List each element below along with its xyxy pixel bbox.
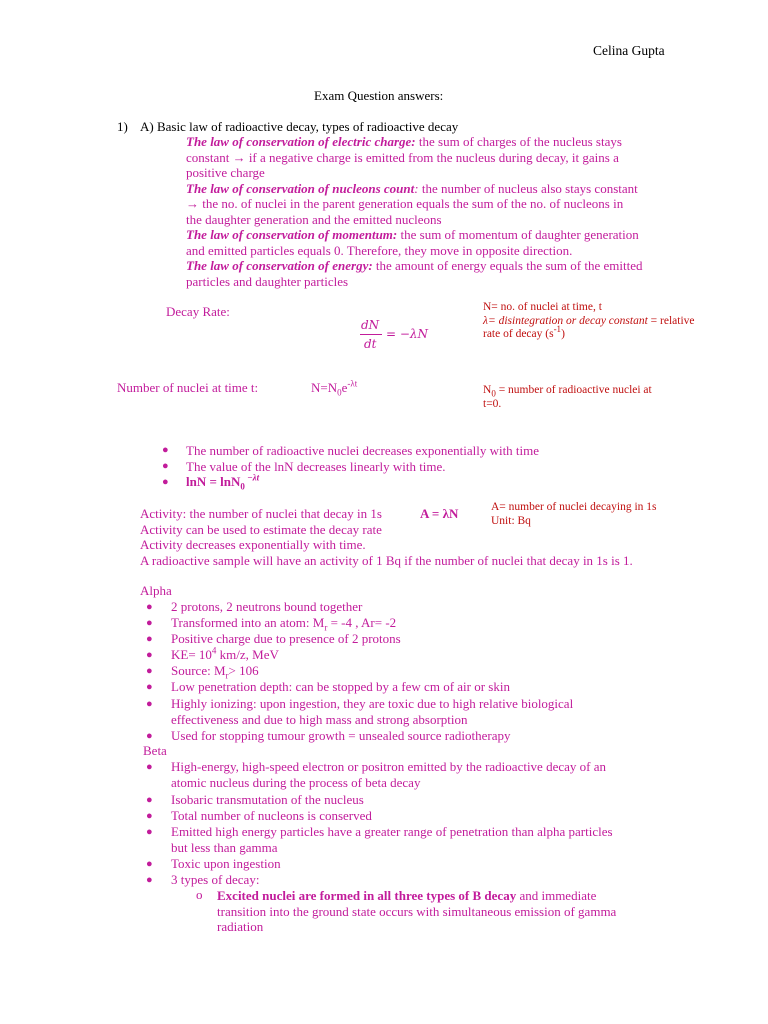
list-item: Used for stopping tumour growth = unsealed source radiotherapy bbox=[171, 728, 511, 743]
law-nucleons-line1: The law of conservation of nucleons count: the number of nucleus also stays constant bbox=[186, 180, 638, 196]
alpha-heading: Alpha bbox=[140, 583, 172, 598]
list-item: Transformed into an atom: $M_r = -4$ , Ar= -2 bbox=[171, 615, 397, 633]
sub-list-item-continuation: radiation bbox=[217, 919, 264, 934]
law-energy-line2: particles and daughter particles bbox=[186, 273, 349, 289]
list-item: 2 protons, 2 neutrons bound together bbox=[171, 599, 363, 614]
law-nucleons-line2: → the no. of nuclei in the parent generation equals the sum of the no. of nucleons in bbox=[186, 196, 624, 211]
bullet-icon: ● bbox=[146, 874, 153, 886]
bullet-icon: ● bbox=[162, 460, 169, 472]
nuclei-note-line2: t=0. bbox=[483, 398, 502, 410]
decay-rate-denominator: dt bbox=[364, 337, 377, 351]
law-nucleons-line3: the daughter generation and the emitted nucleons bbox=[186, 211, 442, 227]
bullet-icon: ● bbox=[146, 794, 153, 806]
decay-note-lambda: λ= disintegration or decay constant = relative bbox=[483, 315, 695, 327]
question-heading: A) Basic law of radioactive decay, types of radioactive decay bbox=[140, 119, 459, 134]
bullet-icon: ● bbox=[146, 601, 153, 613]
bullet-icon: ● bbox=[146, 698, 153, 710]
nuclei-time-formula: $N=N_0e^{-\lambda t}$ bbox=[311, 378, 358, 398]
list-item: Source: $M_r> 106$ bbox=[171, 663, 259, 681]
sub-list-item: Excited nuclei are formed in all three types of B decay and immediate bbox=[217, 888, 597, 903]
decay-rate-label: Decay Rate: bbox=[166, 304, 230, 319]
list-item: Isobaric transmutation of the nucleus bbox=[171, 792, 364, 807]
list-item: 3 types of decay: bbox=[171, 872, 260, 887]
ln-formula: lnN = lnN$_0$ $^{-\lambda t}$ bbox=[186, 472, 260, 492]
list-item: $KE= 10^4$ km/z, MeV bbox=[171, 645, 279, 662]
question-number: 1) bbox=[117, 119, 128, 134]
bullet-icon: ● bbox=[146, 761, 153, 773]
activity-line4: A radioactive sample will have an activity of 1 Bq if the number of nuclei that decay in 1s is 1. bbox=[140, 552, 633, 568]
list-item-continuation: effectiveness and due to high mass and strong absorption bbox=[171, 711, 468, 727]
decay-rate-rhs: = −λN bbox=[386, 327, 429, 341]
bullet-icon: ● bbox=[146, 617, 153, 629]
bullet-icon: ● bbox=[162, 476, 169, 488]
list-item: Low penetration depth: can be stopped by a few cm of air or skin bbox=[171, 679, 510, 694]
list-item: Highly ionizing: upon ingestion, they are toxic due to high relative biological bbox=[171, 696, 574, 711]
law-energy-line1: The law of conservation of energy: the amount of energy equals the sum of the emitted bbox=[186, 258, 643, 273]
activity-note1: A= number of nuclei decaying in 1s bbox=[491, 501, 657, 513]
nuclei-time-label: Number of nuclei at time t: bbox=[117, 380, 259, 395]
activity-definition: Activity: the number of nuclei that decay in 1s bbox=[140, 506, 382, 521]
list-item: Emitted high energy particles have a greater range of penetration than alpha particles bbox=[171, 824, 613, 839]
list-item: Positive charge due to presence of 2 protons bbox=[171, 631, 401, 646]
sub-bullet-marker: o bbox=[196, 887, 203, 902]
list-item-continuation: but less than gamma bbox=[171, 839, 278, 855]
bullet-icon: ● bbox=[146, 858, 153, 870]
activity-note2: Unit: Bq bbox=[491, 515, 531, 527]
bullet-icon: ● bbox=[146, 649, 153, 661]
nuclei-note-line1: $N_0$ = number of radioactive nuclei at bbox=[483, 384, 652, 399]
sub-list-item-continuation: transition into the ground state occurs with simultaneous emission of gamma bbox=[217, 903, 617, 919]
bullet-icon: ● bbox=[146, 665, 153, 677]
list-item: High-energy, high-speed electron or positron emitted by the radioactive decay of an bbox=[171, 759, 606, 774]
activity-formula: A = λN bbox=[420, 506, 459, 521]
beta-heading: Beta bbox=[143, 743, 167, 758]
list-item-continuation: atomic nucleus during the process of beta decay bbox=[171, 774, 421, 790]
bullet-icon: ● bbox=[146, 633, 153, 645]
bullet-icon: ● bbox=[146, 730, 153, 742]
bullet-icon: ● bbox=[162, 444, 169, 456]
law-charge-line1: The law of conservation of electric charge: the sum of charges of the nucleus stays bbox=[186, 134, 622, 149]
activity-line3: Activity decreases exponentially with time. bbox=[140, 537, 366, 552]
list-item: Total number of nucleons is conserved bbox=[171, 808, 372, 823]
author-name: Celina Gupta bbox=[593, 43, 665, 58]
decay-note-rate: rate of decay $(s^{-1})$ bbox=[483, 324, 565, 340]
bullet-icon: ● bbox=[146, 826, 153, 838]
decay-rate-numerator: dN bbox=[361, 318, 380, 332]
bullet-icon: ● bbox=[146, 681, 153, 693]
law-charge-line3: positive charge bbox=[186, 165, 265, 180]
law-momentum-line2: and emitted particles equals 0. Therefore, they move in opposite direction. bbox=[186, 242, 573, 258]
list-item: Toxic upon ingestion bbox=[171, 856, 281, 871]
bullet-icon: ● bbox=[146, 810, 153, 822]
law-momentum-line1: The law of conservation of momentum: the sum of momentum of daughter generation bbox=[186, 227, 639, 242]
decay-note-n: N= no. of nuclei at time, t bbox=[483, 301, 602, 313]
activity-line2: Activity can be used to estimate the decay rate bbox=[140, 521, 382, 537]
list-item: The number of radioactive nuclei decreases exponentially with time bbox=[186, 443, 540, 458]
law-charge-line2: constant → if a negative charge is emitted from the nucleus during decay, it gains a bbox=[186, 149, 619, 165]
page-title: Exam Question answers: bbox=[314, 88, 444, 103]
fraction-bar bbox=[360, 334, 382, 335]
list-item: The value of the lnN decreases linearly with time. bbox=[186, 458, 446, 474]
